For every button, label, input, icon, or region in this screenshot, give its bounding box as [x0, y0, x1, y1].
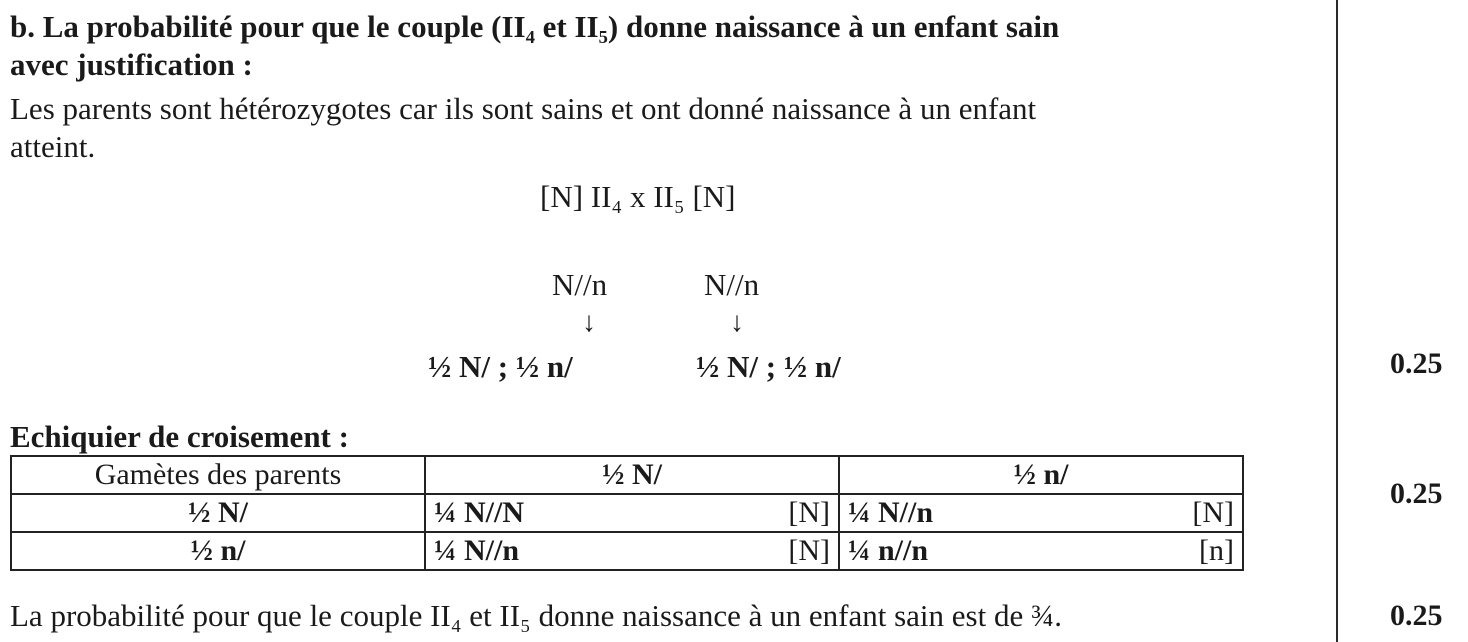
table-header-row: [11, 456, 1243, 494]
header-label-cell: Gamètes des parents: [11, 456, 425, 494]
parent1-genotype: N//n: [552, 267, 608, 302]
header-col1-cell: ½ N/: [425, 456, 839, 494]
cell-genotype: ¼ n//n: [848, 534, 929, 567]
punnett-square: [10, 455, 1244, 571]
heading-line-1: b. La probabilité pour que le couple (II₄ et II₅) donne naissance à un enfant sain: [10, 9, 1060, 44]
table-row: [11, 532, 1243, 570]
cell-genotype: ¼ N//n: [848, 496, 934, 529]
margin-divider: [1336, 0, 1338, 642]
parent2-genotype: N//n: [704, 267, 760, 302]
row-gamete-cell: ½ n/: [11, 532, 425, 570]
cell-phenotype: [N]: [788, 534, 830, 567]
table-row: [11, 494, 1243, 532]
echiquier-title: Echiquier de croisement :: [10, 419, 349, 454]
cell-phenotype: [n]: [1199, 534, 1234, 567]
table-cell: [425, 494, 839, 532]
parent2-gametes: ½ N/ ; ½ n/: [696, 349, 841, 384]
conclusion-text: La probabilité pour que le couple II₄ et II₅ donne naissance à un enfant sain est de ¾.: [10, 598, 1062, 633]
score-1: 0.25: [1390, 347, 1443, 380]
heading-line-2: avec justification :: [10, 47, 253, 82]
paragraph-line-2: atteint.: [10, 129, 96, 164]
header-col2-cell: ½ n/: [839, 456, 1243, 494]
score-2: 0.25: [1390, 477, 1443, 510]
question-heading: [10, 8, 1330, 84]
cell-phenotype: [N]: [788, 496, 830, 529]
cell-phenotype: [N]: [1192, 496, 1234, 529]
cross-notation: [N] II₄ x II₅ [N]: [540, 179, 736, 214]
score-3: 0.25: [1390, 599, 1443, 632]
table-cell: [425, 532, 839, 570]
table-cell: [839, 532, 1243, 570]
cell-genotype: ¼ N//n: [434, 534, 520, 567]
paragraph-line-1: Les parents sont hétérozygotes car ils sont sains et ont donné naissance à un enfant: [10, 91, 1037, 126]
table-cell: [839, 494, 1243, 532]
parent1-arrow-icon: ↓: [582, 307, 596, 338]
parent1-gametes: ½ N/ ; ½ n/: [428, 349, 573, 384]
cell-genotype: ¼ N//N: [434, 496, 524, 529]
justification-paragraph: [10, 90, 1330, 166]
parent2-arrow-icon: ↓: [730, 307, 744, 338]
row-gamete-cell: ½ N/: [11, 494, 425, 532]
